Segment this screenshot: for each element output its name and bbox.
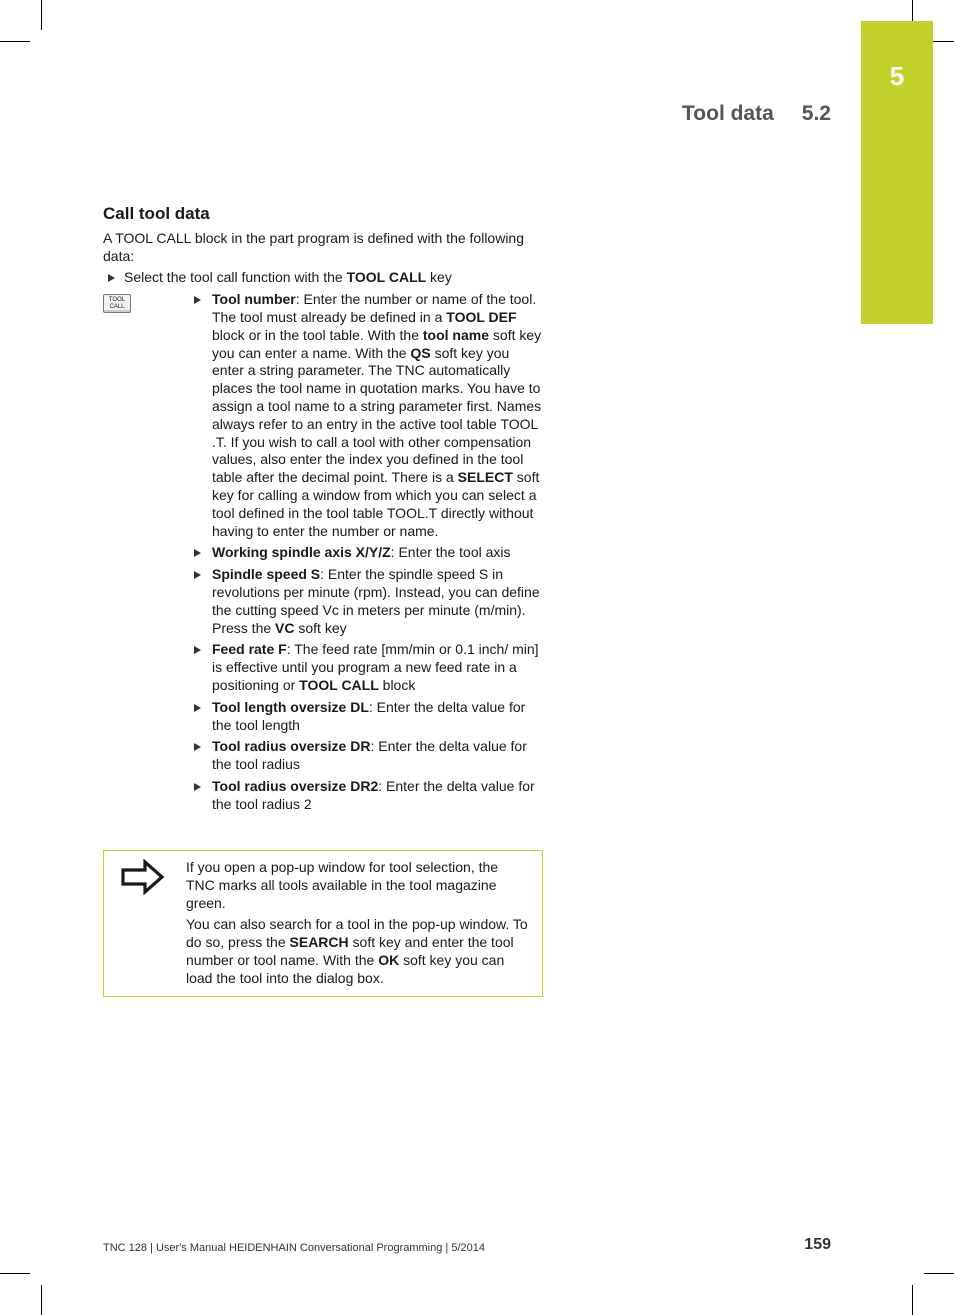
key-line-1: TOOL (108, 297, 126, 304)
main-content (103, 205, 543, 818)
list-item (191, 699, 543, 735)
chapter-number: 5 (889, 61, 905, 91)
note-paragraph-1: If you open a pop-up window for tool selection, the TNC marks all tools available in the tool magazine green. (186, 859, 499, 911)
bullet-arrow-icon (194, 646, 201, 654)
note-paragraph-2 (186, 916, 528, 987)
intro-paragraph: A TOOL CALL block in the part program is defined with the following data: (103, 229, 525, 264)
crop-mark (912, 1285, 913, 1315)
bold-term: SELECT (457, 469, 513, 486)
bullet-arrow-icon (108, 274, 115, 282)
text-run: : Enter the delta value for the tool length (212, 698, 526, 733)
note-arrow-icon (121, 859, 165, 895)
tool-call-key-icon (103, 294, 131, 313)
bullet-arrow-icon (194, 704, 201, 712)
bold-term: Tool radius oversize DR (212, 738, 371, 755)
parameter-list (191, 291, 543, 813)
bold-term: Tool number (212, 291, 296, 308)
text-run: block or in the tool table. With the (212, 326, 423, 343)
bold-term: TOOL DEF (446, 308, 517, 325)
list-item (191, 738, 543, 774)
text-run: You can also search for a tool in the pop-up window. To do so, press the (186, 916, 528, 951)
header-title: Tool data (682, 102, 774, 125)
bold-term: VC (275, 619, 295, 636)
bold-term: TOOL CALL (299, 676, 379, 693)
text-run: soft key (294, 619, 347, 636)
crop-mark (0, 41, 30, 42)
text-run: soft key you can load the tool into the dialog box. (186, 951, 505, 986)
step-suffix: key (426, 269, 452, 286)
bullet-arrow-icon (194, 549, 201, 557)
bullet-arrow-icon (194, 296, 201, 304)
bold-term: OK (378, 951, 400, 968)
list-item (191, 641, 543, 694)
step-prefix: Select the tool call function with the (124, 269, 347, 286)
text-run: block (378, 676, 416, 693)
list-item (191, 778, 543, 814)
section-title: Call tool data (103, 204, 210, 223)
text-run: : Enter the spindle speed S in revolutions per minute (rpm). Instead, you can define the cutting speed Vc in meters per minute (m/min). Press the (212, 566, 540, 636)
text-run: : Enter the delta value for the tool radius 2 (212, 777, 535, 812)
instruction-step (103, 269, 543, 287)
list-item (191, 291, 543, 540)
bold-term: Tool length oversize DL (212, 698, 369, 715)
text-run: : Enter the tool axis (390, 544, 511, 561)
running-header (682, 102, 831, 126)
chapter-tab (861, 21, 933, 324)
footer-text: TNC 128 | User's Manual HEIDENHAIN Conversational Programming | 5/2014 (103, 1242, 485, 1254)
bullet-arrow-icon (194, 743, 201, 751)
crop-mark (0, 1273, 30, 1274)
list-item (191, 544, 543, 562)
list-item (191, 566, 543, 637)
bold-term: Spindle speed S (212, 566, 321, 583)
text-run: soft key you enter a string parameter. The TNC automatically places the tool name in quotation marks. You have to assign a tool name to a string parameter first. Names always refer to an entry in the active tool table TOOL .T. If you wish to call a tool with other compensation values, also enter the index you defined in the tool table after the decimal point. There is a (212, 344, 542, 486)
text-run: : The feed rate [mm/min or 0.1 inch/ min] is effective until you program a new feed rate in a positioning or (212, 641, 539, 693)
bold-term: SEARCH (289, 934, 349, 951)
text-run: : Enter the number or name of the tool. The tool must already be defined in a (212, 291, 537, 325)
bold-term: Working spindle axis X/Y/Z (212, 544, 391, 561)
bold-term: Feed rate F (212, 641, 287, 658)
key-line-2: CALL (109, 304, 125, 311)
text-run: soft key and enter the tool number or tool name. With the (186, 934, 514, 968)
text-run: soft key for calling a window from which you can select a tool defined in the tool table TOOL.T directly without having to enter the number or name. (212, 469, 540, 539)
softkey-block (103, 291, 543, 813)
bold-term: Tool radius oversize DR2 (212, 777, 379, 794)
crop-mark (41, 1285, 42, 1315)
crop-mark (41, 0, 42, 30)
bullet-arrow-icon (194, 571, 201, 579)
step-key: TOOL CALL (346, 269, 427, 286)
text-run: : Enter the delta value for the tool radius (212, 738, 527, 773)
text-run: soft key you can enter a name. With the (212, 326, 542, 361)
bold-term: QS (410, 344, 431, 361)
bullet-arrow-icon (194, 783, 201, 791)
page-number: 159 (804, 1236, 831, 1253)
bold-term: tool name (422, 326, 490, 343)
note-box (103, 850, 543, 997)
note-text (186, 859, 528, 988)
header-section-number: 5.2 (801, 102, 831, 125)
crop-mark (924, 1273, 954, 1274)
